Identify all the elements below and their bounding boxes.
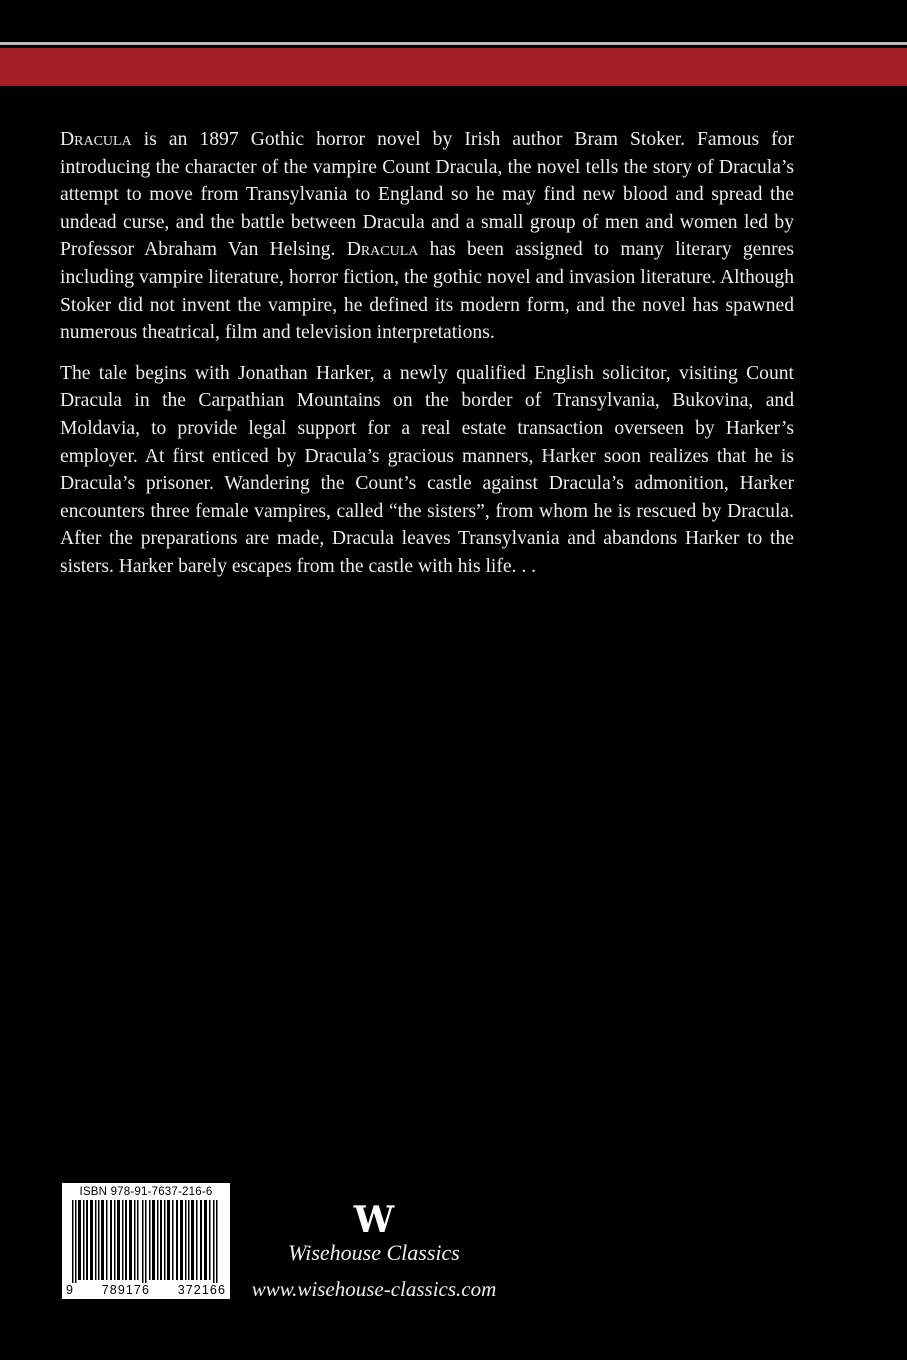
publisher-logo-icon: W bbox=[353, 1199, 395, 1241]
isbn-barcode-box bbox=[62, 1183, 230, 1299]
blurb-text: has been assigned to many literary genres including vampire literature, horror fiction, the gothic novel and invasion literature. Although Stoker did not invent the vampire, he defined its modern form, and the novel has spawned numerous theatrical, film and television interpretations. bbox=[60, 239, 794, 344]
blurb-text: is an 1897 Gothic horror novel by Irish author Bram Stoker. Famous for introducing the character of the vampire Count Dracula, the novel tells the story of Dracula’s attempt to move from Transylvania to England so he may find new blood and spread the undead curse, and the battle between Dracula and a small group of men and women led by Professor Abraham Van Helsing. bbox=[60, 129, 794, 261]
top-rule bbox=[0, 42, 907, 45]
publisher-name: Wisehouse Classics bbox=[288, 1240, 460, 1265]
title-word: Dracula bbox=[60, 129, 132, 150]
blurb-paragraph-2: The tale begins with Jonathan Harker, a newly qualified English solicitor, visiting Count Dracula in the Carpathian Mountains on the border of Transylvania, Bukovina, and Moldavia, to provide legal support for a real estate transaction overseen by Harker’s employer. At first enticed by Dracula’s gracious manners, Harker soon realizes that he is Dracula’s prisoner. Wandering the Count’s castle against Dracula’s admonition, Harker encounters three female vampires, called “the sisters”, from whom he is rescued by Dracula. After the preparations are made, Dracula leaves Transylvania and abandons Harker to the sisters. Harker barely escapes from the castle with his life. . . bbox=[60, 362, 794, 577]
publisher-website[interactable]: www.wisehouse-classics.com bbox=[251, 1277, 497, 1301]
isbn-label: ISBN 978-91-7637-216-6 bbox=[79, 1186, 213, 1198]
barcode-icon bbox=[70, 1200, 222, 1284]
isbn-digits bbox=[64, 1283, 228, 1297]
title-word: Dracula bbox=[346, 239, 419, 261]
blurb-paragraph-1 bbox=[60, 126, 794, 347]
isbn-digit-group: 9 bbox=[66, 1283, 75, 1297]
isbn-digit-group: 789176 bbox=[101, 1283, 151, 1297]
red-band bbox=[0, 48, 907, 86]
isbn-digit-group: 372166 bbox=[177, 1283, 226, 1297]
back-cover-blurb bbox=[60, 126, 794, 594]
